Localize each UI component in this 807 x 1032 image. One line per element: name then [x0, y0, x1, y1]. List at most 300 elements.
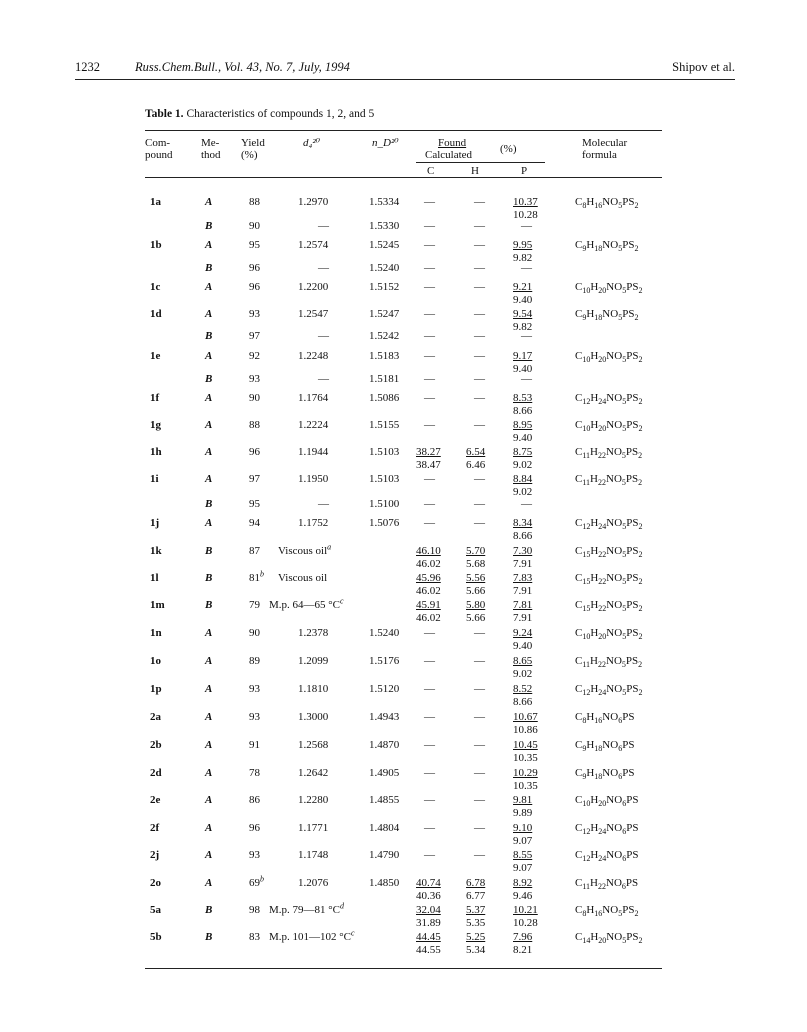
col-header-formula	[582, 137, 627, 161]
compound-id: 1e	[150, 350, 161, 362]
refractive-index: 1.4855	[369, 794, 400, 806]
yield-value: 90	[249, 392, 260, 404]
molecular-formula: $C_{12}H_{24}NO_6PS$	[575, 849, 639, 864]
density-or-state	[298, 767, 328, 779]
hydrogen-found: —	[474, 239, 485, 251]
carbon-found: 38.27	[416, 446, 441, 458]
phosphorus-found: 8.75	[513, 446, 533, 458]
carbon-found: 44.45	[416, 931, 441, 943]
yield-value: 88	[249, 196, 260, 208]
refractive-index: 1.4943	[369, 711, 400, 723]
phosphorus-found: 8.52	[513, 683, 533, 695]
yield	[249, 419, 260, 431]
method: B	[205, 498, 213, 510]
molecular-formula: $C_9H_{18}NO_5PS_2$	[575, 239, 639, 254]
compound-id: 1d	[150, 308, 162, 320]
yield-value: 93	[249, 849, 260, 861]
phosphorus-found: 8.53	[513, 392, 533, 404]
density-value: 1.2200	[298, 281, 329, 293]
carbon-found: 40.74	[416, 877, 441, 889]
phosphorus-found: 7.83	[513, 572, 533, 584]
yield-footnote: b	[260, 874, 264, 884]
phosphorus-found: 10.21	[513, 904, 538, 916]
density-value: 1.2224	[298, 419, 329, 431]
phosphorus-calculated: 9.40	[513, 363, 533, 375]
molecular-formula: $C_9H_{18}NO_6PS$	[575, 767, 635, 782]
phosphorus-found: —	[521, 220, 532, 232]
molecular-formula: $C_{11}H_{22}NO_6PS$	[575, 877, 639, 892]
yield	[249, 517, 260, 529]
density-value: 1.2076	[298, 877, 329, 889]
molecular-formula: $C_8H_{16}NO_6PS$	[575, 711, 635, 726]
density-or-state	[298, 849, 328, 861]
density-value: M.p. 79—81 °C	[269, 904, 341, 916]
col-header-yield-line1: Yield	[241, 137, 265, 149]
yield-value: 96	[249, 262, 260, 274]
phosphorus-calculated: 9.02	[513, 459, 533, 471]
yield-value: 97	[249, 330, 260, 342]
carbon-found: —	[424, 262, 435, 274]
density-value: 1.3000	[298, 711, 329, 723]
phosphorus-calculated: 8.66	[513, 405, 533, 417]
yield	[249, 767, 260, 779]
yield-value: 78	[249, 767, 260, 779]
density-or-state	[269, 928, 355, 943]
density-value: Viscous oil	[278, 572, 328, 584]
carbon-found: —	[424, 822, 435, 834]
hydrogen-found: —	[474, 350, 485, 362]
phosphorus-found: 8.55	[513, 849, 533, 861]
col-header-method	[201, 137, 221, 161]
density-value: 1.1764	[298, 392, 329, 404]
compound-id: 1b	[150, 239, 162, 251]
found-calculated-rule	[416, 162, 545, 163]
method: B	[205, 220, 213, 232]
compound-id: 2b	[150, 739, 162, 751]
phosphorus-found: 7.30	[513, 545, 533, 557]
carbon-found: —	[424, 419, 435, 431]
hydrogen-calculated: 5.35	[466, 917, 486, 929]
method: A	[205, 473, 213, 485]
molecular-formula: $C_{12}H_{24}NO_6PS$	[575, 822, 639, 837]
method: A	[205, 655, 213, 667]
carbon-calculated: 46.02	[416, 612, 441, 624]
phosphorus-calculated: 9.07	[513, 835, 533, 847]
carbon-found: —	[424, 196, 435, 208]
method: A	[205, 239, 213, 251]
carbon-found: —	[424, 711, 435, 723]
carbon-found: 45.96	[416, 572, 441, 584]
phosphorus-calculated: 7.91	[513, 585, 533, 597]
molecular-formula: $C_{11}H_{22}NO_5PS_2$	[575, 446, 643, 461]
refractive-index: 1.5330	[369, 220, 400, 232]
yield	[249, 281, 260, 293]
phosphorus-calculated: 10.28	[513, 209, 538, 221]
refractive-index: 1.5100	[369, 498, 400, 510]
col-header-density: d₄²⁰	[303, 137, 321, 149]
col-header-refractive-index: n_D²⁰	[372, 137, 399, 149]
molecular-formula: $C_{10}H_{20}NO_5PS_2$	[575, 627, 643, 642]
hydrogen-found: —	[474, 473, 485, 485]
col-header-h: H	[471, 165, 479, 177]
phosphorus-calculated: 9.82	[513, 321, 533, 333]
density-or-state	[278, 542, 332, 557]
density-footnote: d	[340, 901, 345, 911]
carbon-found: —	[424, 220, 435, 232]
table-caption	[145, 108, 374, 120]
density-value: 1.2970	[298, 196, 329, 208]
phosphorus-found: —	[521, 330, 532, 342]
carbon-found: —	[424, 683, 435, 695]
yield	[249, 683, 260, 695]
hydrogen-found: —	[474, 308, 485, 320]
hydrogen-found: —	[474, 262, 485, 274]
phosphorus-calculated: 9.07	[513, 862, 533, 874]
phosphorus-calculated: 7.91	[513, 612, 533, 624]
method: A	[205, 627, 213, 639]
hydrogen-found: —	[474, 683, 485, 695]
yield-value: 93	[249, 308, 260, 320]
hydrogen-found: —	[474, 330, 485, 342]
table-caption-label: Table 1.	[145, 108, 184, 120]
yield	[249, 220, 260, 232]
phosphorus-found: —	[521, 262, 532, 274]
method: A	[205, 392, 213, 404]
phosphorus-calculated: 10.35	[513, 780, 538, 792]
carbon-calculated: 38.47	[416, 459, 441, 471]
density-or-state	[298, 350, 328, 362]
compound-id: 2f	[150, 822, 160, 834]
yield	[249, 711, 260, 723]
density-or-state	[298, 308, 328, 320]
method: A	[205, 517, 213, 529]
carbon-found: —	[424, 517, 435, 529]
refractive-index: 1.5183	[369, 350, 400, 362]
yield	[249, 874, 264, 889]
phosphorus-found: 7.96	[513, 931, 533, 943]
density-or-state	[298, 877, 328, 889]
density-value: —	[318, 498, 329, 510]
density-or-state	[298, 517, 328, 529]
compound-id: 2d	[150, 767, 162, 779]
yield	[249, 373, 260, 385]
compound-id: 2j	[150, 849, 160, 861]
molecular-formula: $C_8H_{16}NO_5PS_2$	[575, 904, 639, 919]
phosphorus-found: 10.67	[513, 711, 538, 723]
table-header-rule	[145, 177, 662, 178]
refractive-index: 1.4790	[369, 849, 400, 861]
yield-value: 95	[249, 498, 260, 510]
yield	[249, 569, 264, 584]
phosphorus-found: 10.29	[513, 767, 538, 779]
density-value: —	[318, 330, 329, 342]
method: B	[205, 545, 213, 557]
yield-value: 89	[249, 655, 260, 667]
carbon-calculated: 40.36	[416, 890, 441, 902]
density-value: —	[318, 373, 329, 385]
carbon-found: —	[424, 655, 435, 667]
hydrogen-found: 6.54	[466, 446, 486, 458]
molecular-formula: $C_{12}H_{24}NO_5PS_2$	[575, 392, 643, 407]
hydrogen-found: —	[474, 498, 485, 510]
carbon-found: —	[424, 794, 435, 806]
method: B	[205, 904, 213, 916]
density-or-state	[298, 419, 328, 431]
yield	[249, 794, 260, 806]
density-or-state	[278, 572, 327, 584]
compound-id: 1n	[150, 627, 162, 639]
carbon-calculated: 44.55	[416, 944, 441, 956]
phosphorus-found: 7.81	[513, 599, 533, 611]
density-value: 1.1771	[298, 822, 329, 834]
phosphorus-found: 8.84	[513, 473, 533, 485]
yield	[249, 330, 260, 342]
refractive-index: 1.5240	[369, 262, 400, 274]
density-value: 1.2248	[298, 350, 329, 362]
method: B	[205, 330, 213, 342]
density-value: M.p. 101—102 °C	[269, 931, 352, 943]
yield-value: 92	[249, 350, 260, 362]
yield-value: 96	[249, 446, 260, 458]
hydrogen-found: —	[474, 196, 485, 208]
yield-value: 96	[249, 281, 260, 293]
yield	[249, 849, 260, 861]
density-or-state	[298, 446, 328, 458]
molecular-formula: $C_{15}H_{22}NO_5PS_2$	[575, 545, 643, 560]
yield-value: 81	[249, 572, 260, 584]
carbon-found: —	[424, 281, 435, 293]
carbon-found: 45.91	[416, 599, 441, 611]
method: A	[205, 350, 213, 362]
yield-value: 97	[249, 473, 260, 485]
table-bottom-rule	[145, 968, 662, 969]
phosphorus-calculated: 10.35	[513, 752, 538, 764]
yield	[249, 498, 260, 510]
molecular-formula: $C_{10}H_{20}NO_5PS_2$	[575, 281, 643, 296]
density-or-state	[318, 220, 329, 232]
compound-id: 2a	[150, 711, 161, 723]
density-or-state	[298, 683, 328, 695]
yield	[249, 599, 260, 611]
carbon-found: —	[424, 739, 435, 751]
refractive-index: 1.5120	[369, 683, 400, 695]
compound-id: 1c	[150, 281, 161, 293]
density-value: 1.2280	[298, 794, 329, 806]
carbon-found: —	[424, 498, 435, 510]
density-or-state	[298, 655, 328, 667]
method: B	[205, 572, 213, 584]
hydrogen-calculated: 5.68	[466, 558, 486, 570]
density-footnote: c	[351, 928, 355, 938]
molecular-formula: $C_{11}H_{22}NO_5PS_2$	[575, 655, 643, 670]
compound-id: 1f	[150, 392, 160, 404]
refractive-index: 1.4870	[369, 739, 400, 751]
yield	[249, 627, 260, 639]
molecular-formula: $C_{10}H_{20}NO_6PS$	[575, 794, 639, 809]
col-header-p: P	[521, 165, 528, 177]
refractive-index: 1.5334	[369, 196, 400, 208]
yield	[249, 446, 260, 458]
density-or-state	[298, 281, 328, 293]
molecular-formula: $C_9H_{18}NO_5PS_2$	[575, 308, 639, 323]
refractive-index: 1.5103	[369, 446, 400, 458]
refractive-index: 1.5155	[369, 419, 400, 431]
hydrogen-found: 5.70	[466, 545, 486, 557]
method: A	[205, 767, 213, 779]
compound-id: 1a	[150, 196, 161, 208]
molecular-formula: $C_{11}H_{22}NO_5PS_2$	[575, 473, 643, 488]
phosphorus-calculated: 10.28	[513, 917, 538, 929]
density-value: 1.2568	[298, 739, 329, 751]
col-header-formula-line2: formula	[582, 149, 617, 161]
phosphorus-found: —	[521, 373, 532, 385]
col-header-found: Found	[438, 137, 467, 149]
method: A	[205, 308, 213, 320]
method: B	[205, 262, 213, 274]
density-or-state	[298, 822, 328, 834]
method: A	[205, 849, 213, 861]
refractive-index: 1.4850	[369, 877, 400, 889]
yield-value: 79	[249, 599, 260, 611]
compound-id: 1i	[150, 473, 159, 485]
col-header-method-line1: Me-	[201, 137, 220, 149]
refractive-index: 1.5176	[369, 655, 400, 667]
carbon-found: —	[424, 330, 435, 342]
phosphorus-calculated: 9.40	[513, 432, 533, 444]
hydrogen-found: —	[474, 220, 485, 232]
density-or-state	[298, 711, 328, 723]
method: A	[205, 419, 213, 431]
page-number: 1232	[75, 60, 100, 74]
col-header-compound-line2: pound	[145, 149, 173, 161]
phosphorus-calculated: 8.66	[513, 530, 533, 542]
hydrogen-found: —	[474, 281, 485, 293]
col-header-formula-line1: Molecular	[582, 137, 628, 149]
col-header-percent: (%)	[500, 143, 517, 155]
carbon-found: —	[424, 627, 435, 639]
density-value: 1.1950	[298, 473, 329, 485]
carbon-found: —	[424, 308, 435, 320]
hydrogen-found: 5.80	[466, 599, 486, 611]
phosphorus-calculated: 7.91	[513, 558, 533, 570]
yield-value: 69	[249, 877, 260, 889]
yield	[249, 739, 260, 751]
yield	[249, 473, 260, 485]
carbon-found: —	[424, 350, 435, 362]
table-top-rule	[145, 130, 662, 131]
phosphorus-found: —	[521, 498, 532, 510]
density-value: 1.2574	[298, 239, 329, 251]
carbon-found: —	[424, 473, 435, 485]
compound-id: 1p	[150, 683, 162, 695]
density-or-state	[269, 596, 344, 611]
running-authors: Shipov et al.	[672, 60, 735, 74]
compound-id: 1h	[150, 446, 162, 458]
phosphorus-found: 10.45	[513, 739, 538, 751]
density-or-state	[318, 262, 329, 274]
carbon-calculated: 46.02	[416, 585, 441, 597]
method: A	[205, 683, 213, 695]
yield-value: 98	[249, 904, 260, 916]
header-rule	[75, 79, 735, 80]
density-value: 1.1752	[298, 517, 329, 529]
hydrogen-found: —	[474, 655, 485, 667]
density-value: 1.2378	[298, 627, 329, 639]
phosphorus-found: 9.21	[513, 281, 533, 293]
hydrogen-found: —	[474, 739, 485, 751]
yield-value: 90	[249, 220, 260, 232]
refractive-index: 1.4804	[369, 822, 400, 834]
phosphorus-found: 9.81	[513, 794, 533, 806]
yield	[249, 545, 260, 557]
hydrogen-found: 6.78	[466, 877, 486, 889]
hydrogen-found: —	[474, 419, 485, 431]
col-header-compound-line1: Com-	[145, 137, 171, 149]
phosphorus-calculated: 9.46	[513, 890, 533, 902]
method: A	[205, 794, 213, 806]
phosphorus-found: 10.37	[513, 196, 538, 208]
compound-id: 2o	[150, 877, 161, 889]
molecular-formula: $C_8H_{16}NO_5PS_2$	[575, 196, 639, 211]
density-value: —	[318, 262, 329, 274]
refractive-index: 1.5245	[369, 239, 400, 251]
density-value: 1.1810	[298, 683, 329, 695]
yield-value: 94	[249, 517, 260, 529]
molecular-formula: $C_{12}H_{24}NO_5PS_2$	[575, 683, 643, 698]
yield	[249, 931, 260, 943]
yield-value: 87	[249, 545, 260, 557]
molecular-formula: $C_{10}H_{20}NO_5PS_2$	[575, 350, 643, 365]
col-header-c: C	[427, 165, 435, 177]
density-or-state	[298, 739, 328, 751]
phosphorus-found: 8.34	[513, 517, 533, 529]
carbon-found: —	[424, 392, 435, 404]
compound-id: 5b	[150, 931, 162, 943]
carbon-calculated: 46.02	[416, 558, 441, 570]
density-value: Viscous oil	[278, 545, 328, 557]
density-value: 1.1748	[298, 849, 329, 861]
hydrogen-found: 5.25	[466, 931, 486, 943]
method: A	[205, 446, 213, 458]
compound-id: 1g	[150, 419, 161, 431]
molecular-formula: $C_{15}H_{22}NO_5PS_2$	[575, 599, 643, 614]
hydrogen-found: —	[474, 822, 485, 834]
density-value: 1.2642	[298, 767, 329, 779]
molecular-formula: $C_{14}H_{20}NO_5PS_2$	[575, 931, 643, 946]
density-or-state	[298, 239, 328, 251]
hydrogen-found: —	[474, 373, 485, 385]
phosphorus-calculated: 9.82	[513, 252, 533, 264]
hydrogen-found: —	[474, 767, 485, 779]
refractive-index: 1.5181	[369, 373, 400, 385]
hydrogen-found: 5.56	[466, 572, 486, 584]
compound-id: 5a	[150, 904, 161, 916]
yield	[249, 196, 260, 208]
phosphorus-calculated: 9.40	[513, 294, 533, 306]
yield-value: 91	[249, 739, 260, 751]
yield	[249, 239, 260, 251]
phosphorus-found: 9.54	[513, 308, 533, 320]
molecular-formula: $C_{10}H_{20}NO_5PS_2$	[575, 419, 643, 434]
yield-value: 93	[249, 711, 260, 723]
yield	[249, 655, 260, 667]
phosphorus-calculated: 10.86	[513, 724, 538, 736]
compound-id: 1k	[150, 545, 162, 557]
carbon-found: 46.10	[416, 545, 441, 557]
density-value: —	[318, 220, 329, 232]
hydrogen-found: —	[474, 794, 485, 806]
density-or-state	[298, 627, 328, 639]
